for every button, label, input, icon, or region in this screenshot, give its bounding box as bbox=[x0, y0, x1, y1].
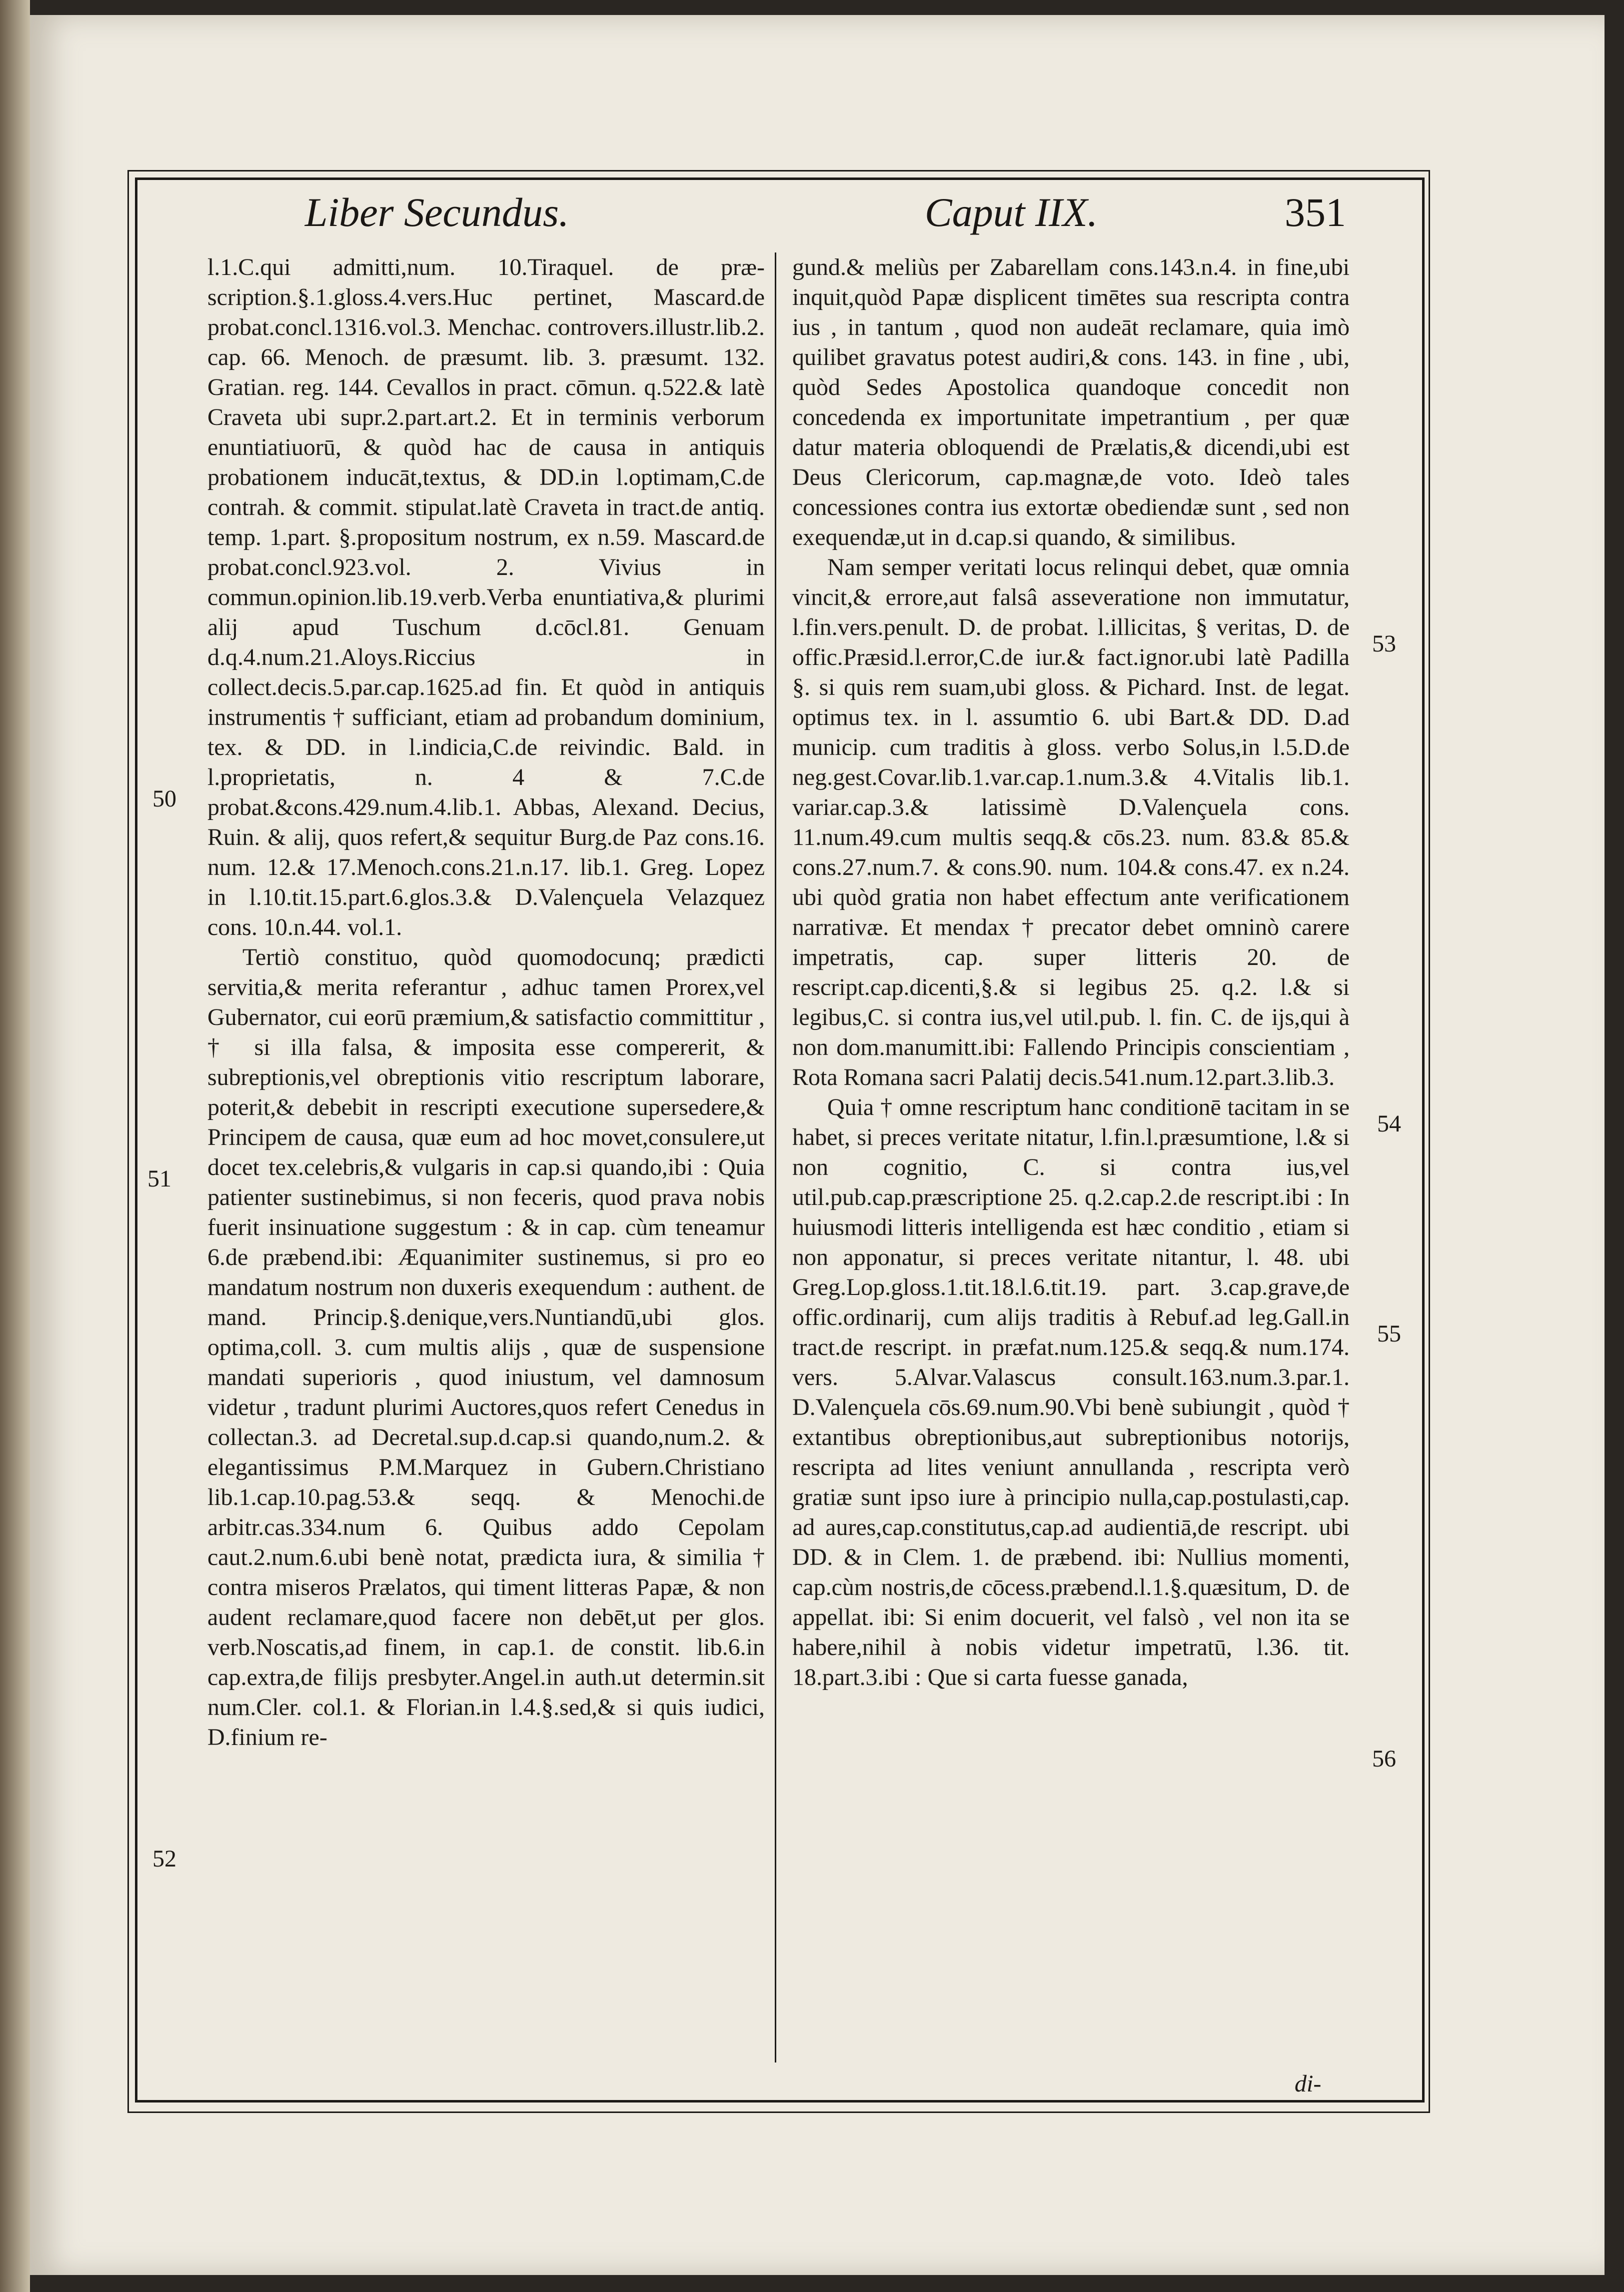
right-paragraph-1: gund.& meliùs per Zabarellam cons.143.n.4. in fine,ubi inquit,quòd Papæ displicent timētes sua rescripta contra ius , in tantum , quod non audeāt reclamare, quia imò quilibet gravatus potest audiri,& cons. 143. in fine , ubi, quòd Sedes Apostolica quandoque concedit non concedenda ex importunitate impetrantium , per quæ datur materia obloquendi de Prælatis,& dicendi,ubi est Deus Clericorum, cap.magnæ,de voto. Ideò tales concessiones contra ius extortæ obediendæ sunt , sed non exequendæ,ut in d.cap.si quando, & similibus. bbox=[792, 254, 1350, 550]
catchword: di- bbox=[1295, 2070, 1322, 2097]
margin-number-54: 54 bbox=[1377, 1110, 1401, 1137]
column-divider bbox=[775, 252, 776, 2062]
left-paragraph-2: Tertiò constituo, quòd quomodocunq; prædicti servitia,& merita referantur , adhuc tamen Prorex,vel Gubernator, cui eorū præmium,& satisfactio committitur , † si illa falsa, & imposita esse compererit, & subreptionis,vel obreptionis vitio rescriptum laborare, poterit,& debebit in rescripti executione supersedere,& Principem de causa, quæ eum ad hoc movet,consulere,ut docet tex.celebris,& vulgaris in cap.si quando,ibi : Quia patienter sustinebimus, si non feceris, quod prava nobis fuerit insinuatione suggestum : & in cap. cùm teneamur 6.de præbend.ibi: Æquanimiter sustinemus, si pro eo mandatum nostrum non duxeris exequendum : authent. de mand. Princip.§.denique,vers.Nuntiandū,ubi glos. optima,coll. 3. cum multis alijs , quæ de suspensione mandati superioris , quod iniustum, vel damnosum videtur , tradunt plurimi Auctores,quos refert Cenedus in collectan.3. ad Decretal.sup.d.cap.si quando,num.2. & elegantissimus P.M.Marquez in Gubern.Christiano lib.1.cap.10.pag.53.& seqq. & Menochi.de arbitr.cas.334.num 6. Quibus addo Cepolam caut.2.num.6.ubi benè notat, prædicta iura, & similia † contra miseros Prælatos, qui timent litteras Papæ, & non audent reclamare,quod facere non debēt,ut per glos. verb.Noscatis,ad finem, in cap.1. de constit. lib.6.in cap.extra,de filijs presbyter.Angel.in auth.ut determin.sit num.Cler. col.1. & Florian.in l.4.§.sed,& si quis iudici, D.finium re- bbox=[207, 944, 765, 1750]
margin-number-50: 50 bbox=[152, 786, 176, 812]
left-column bbox=[207, 252, 765, 2062]
margin-number-53: 53 bbox=[1372, 630, 1396, 657]
right-column bbox=[792, 252, 1350, 2062]
right-paragraph-2: Nam semper veritati locus relinqui debet, quæ omnia vincit,& errore,aut falsâ asseveratione non immutatur, l.fin.vers.penult. D. de probat. l.illicitas, § veritas, D. de offic.Præsid.l.error,C.de iur.& fact.ignor.ubi latè Padilla §. si quis rem suam,ubi gloss. & Pichard. Inst. de legat. optimus tex. in l. assumtio 6. ubi Bart.& DD. D.ad municip. cum traditis à gloss. verbo Solus,in l.5.D.de neg.gest.Covar.lib.1.var.cap.1.num.3.& 4.Vitalis lib.1. variar.cap.3.& latissimè D.Valençuela cons. 11.num.49.cum multis seqq.& cōs.23. num. 83.& 85.& cons.27.num.7. & cons.90. num. 104.& cons.47. ex n.24. ubi quòd gratia non habet effectum ante verificationem narrativæ. Et mendax † precator debet omninò carere impetratis, cap. super litteris 20. de rescript.cap.dicenti,§.& si legibus 25. q.2. l.& si legibus,C. si contra ius,vel util.pub. l. fin. C. de ijs,qui à non dom.manumitt.ibi: Fallendo Principis conscientiam , Rota Romana sacri Palatij decis.541.num.12.part.3.lib.3. bbox=[792, 554, 1350, 1090]
margin-number-51: 51 bbox=[147, 1166, 171, 1192]
right-paragraph-3: Quia † omne rescriptum hanc conditionē tacitam in se habet, si preces veritate nitatur, l.fin.l.præsumtione, l.& si non cognitio, C. si contra ius,vel util.pub.cap.præscriptione 25. q.2.cap.2.de rescript.ibi : In huiusmodi litteris intelligenda est hæc conditio , etiam si non apponatur, si preces veritate nitantur, l. 48. ubi Greg.Lop.gloss.1.tit.18.l.6.tit.19. part. 3.cap.grave,de offic.ordinarij, cum alijs traditis à Rebuf.ad leg.Gall.in tract.de rescript. in præfat.num.125.& seqq.& num.174. vers. 5.Alvar.Valascus consult.163.num.3.par.1. D.Valençuela cōs.69.num.90.Vbi benè subiungit , quòd † extantibus obreptionibus,aut subreptionibus notorijs, rescripta ad lites veniunt annullanda , rescripta verò gratiæ sunt ipso iure à principio nulla,cap.postulasti,cap. ad aures,cap.constitutus,cap.ad audientiā,de rescript. ubi DD. & in Clem. 1. de præbend. ibi: Nullius momenti, cap.cùm nostris,de cōcess.præbend.l.1.§.quæsitum, D. de appellat. ibi: Si enim docuerit, vel falsò , vel non ita se habere,nihil à nobis videtur impetratū, l.36. tit. 18.part.3.ibi : Que si carta fuesse ganada, bbox=[792, 1094, 1350, 1690]
margin-number-52: 52 bbox=[152, 1846, 176, 1872]
margin-number-56: 56 bbox=[1372, 1746, 1396, 1772]
book-gutter bbox=[0, 0, 30, 2292]
running-header bbox=[165, 180, 1395, 240]
left-paragraph-1: l.1.C.qui admitti,num. 10.Tiraquel. de præ-scription.§.1.gloss.4.vers.Huc pertinet, Mascard.de probat.concl.1316.vol.3. Menchac. controvers.illustr.lib.2. cap. 66. Menoch. de præsumt. lib. 3. præsumt. 132. Gratian. reg. 144. Cevallos in pract. cōmun. q.522.& latè Craveta ubi supr.2.part.art.2. Et in terminis verborum enuntiatiuorū, & quòd hac de causa in antiquis probationem inducāt,textus, & DD.in l.optimam,C.de contrah. & commit. stipulat.latè Craveta in tract.de antiq. temp. 1.part. §.propositum nostrum, ex n.59. Mascard.de probat.concl.923.vol. 2. Vivius in commun.opinion.lib.19.verb.Verba enuntiativa,& plurimi alij apud Tuschum d.cōcl.81. Genuam d.q.4.num.21.Aloys.Riccius in collect.decis.5.par.cap.1625.ad fin. Et quòd in antiquis instrumentis † sufficiant, etiam ad probandum dominium, tex. & DD. in l.indicia,C.de reivindic. Bald. in l.proprietatis, n. 4 & 7.C.de probat.&cons.429.num.4.lib.1. Abbas, Alexand. Decius, Ruin. & alij, quos refert,& sequitur Burg.de Paz cons.16. num. 12.& 17.Menoch.cons.21.n.17. lib.1. Greg. Lopez in l.10.tit.15.part.6.glos.3.& D.Valençuela Velazquez cons. 10.n.44. vol.1. bbox=[207, 254, 765, 940]
chapter-title: Caput IIX. bbox=[925, 190, 1098, 235]
page-number: 351 bbox=[1285, 190, 1346, 235]
book-title: Liber Secundus. bbox=[305, 190, 569, 235]
margin-number-55: 55 bbox=[1377, 1320, 1401, 1347]
